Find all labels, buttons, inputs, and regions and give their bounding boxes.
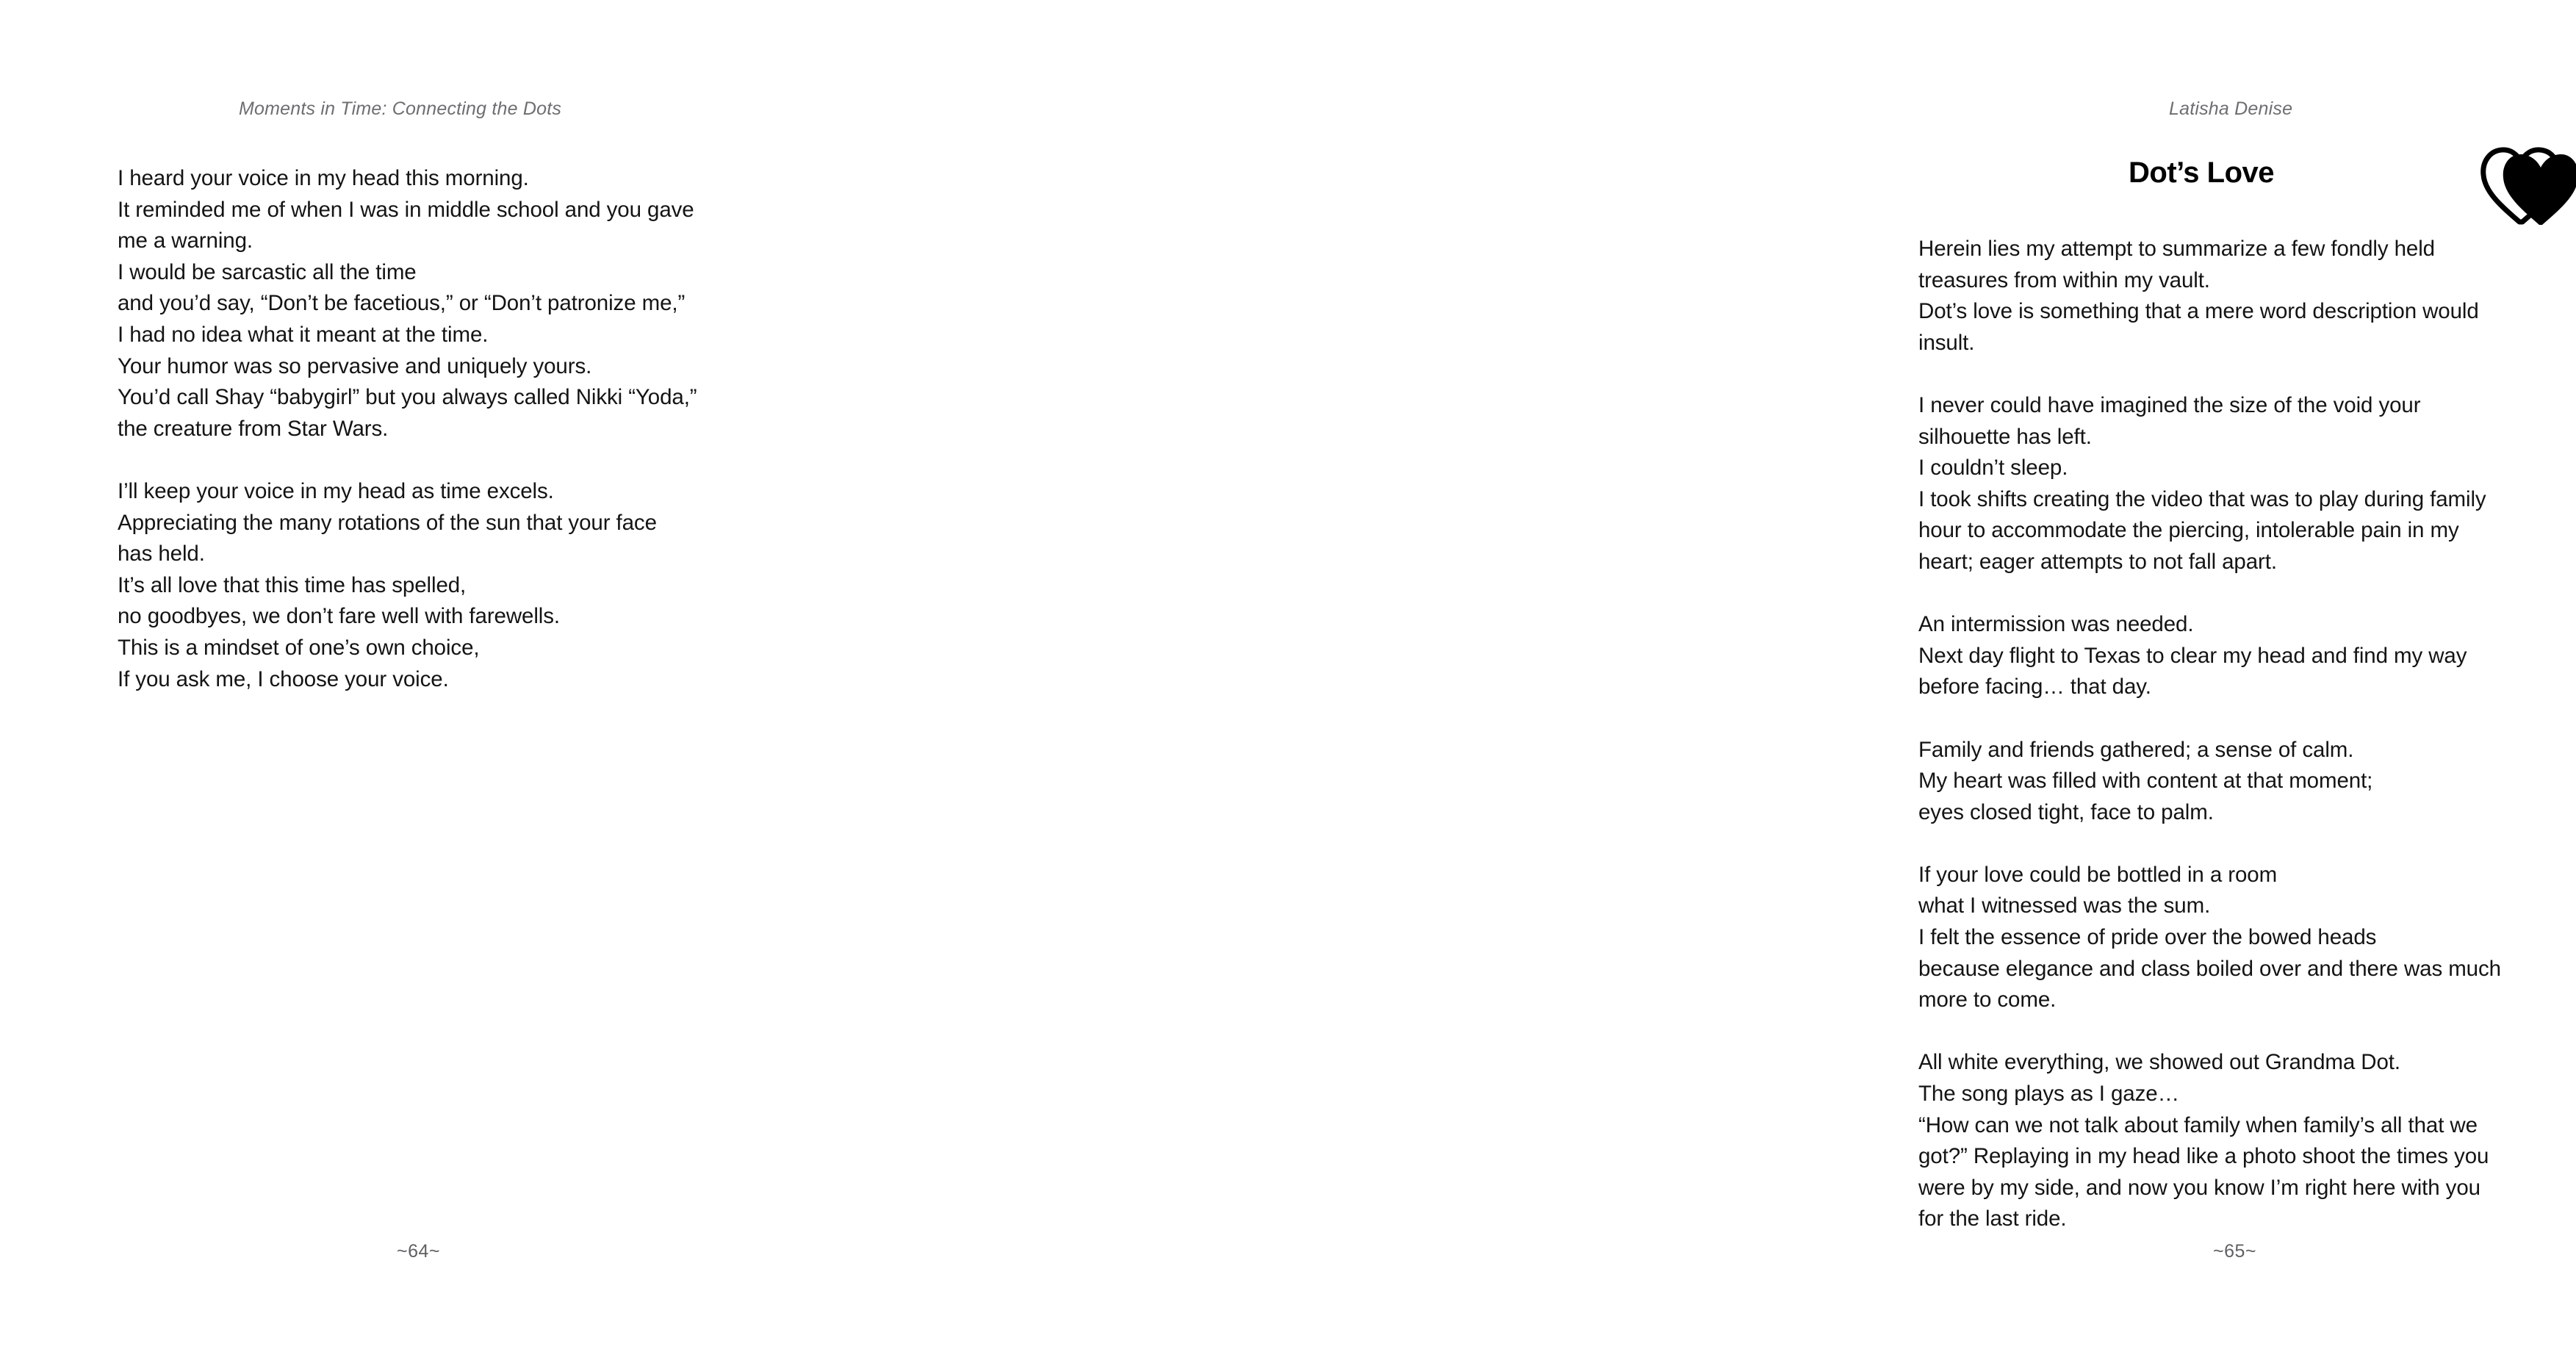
poem-line: for the last ride.: [1918, 1206, 2067, 1231]
poem-line: what I witnessed was the sum.: [1918, 893, 2211, 918]
poem-line: got?” Replaying in my head like a photo shoot the times you: [1918, 1144, 2489, 1169]
poem-line: has held.: [118, 542, 205, 567]
poem-line: Herein lies my attempt to summarize a few fondly held: [1918, 237, 2435, 261]
poem-line: If you ask me, I choose your voice.: [118, 666, 449, 691]
poem-line: treasures from within my vault.: [1918, 267, 2210, 292]
poem-line: You’d call Shay “babygirl” but you always called Nikki “Yoda,”: [118, 385, 697, 410]
double-heart-icon: [2480, 140, 2576, 228]
right-page: [882, 0, 2501, 1363]
poem-line: I couldn’t sleep.: [1918, 456, 2068, 481]
poem-line: I felt the essence of pride over the bowed heads: [1918, 925, 2377, 950]
poem-line: Appreciating the many rotations of the sun that your face: [118, 510, 657, 535]
poem-line: insult.: [1918, 330, 1975, 355]
poem-line: It’s all love that this time has spelled,: [118, 572, 467, 597]
poem-line: Next day flight to Texas to clear my head and find my way: [1918, 643, 2467, 668]
poem-line: Your humor was so pervasive and uniquely yours.: [118, 353, 592, 378]
poem-line: eyes closed tight, face to palm.: [1918, 799, 2214, 824]
poem-line: silhouette has left.: [1918, 424, 2092, 449]
poem-stanza: [118, 163, 764, 445]
poem-line: Dot’s love is something that a mere word description would: [1918, 299, 2479, 324]
poem-line: If your love could be bottled in a room: [1918, 862, 2278, 887]
poem-title: Dot’s Love: [2129, 157, 2274, 189]
poem-stanza: [1918, 609, 2565, 703]
poem-stanza: [1918, 390, 2565, 578]
poem-line: no goodbyes, we don’t fare well with farewells.: [118, 604, 561, 629]
poem-line: me a warning.: [118, 229, 253, 253]
poem-stanza: [118, 476, 764, 695]
poem-stanza: [1918, 234, 2565, 359]
poem-line: and you’d say, “Don’t be facetious,” or “Don’t patronize me,”: [118, 291, 686, 316]
poem-line: I never could have imagined the size of the void your: [1918, 392, 2421, 417]
poem-line: I took shifts creating the video that was to play during family: [1918, 486, 2486, 511]
poem-line: The song plays as I gaze…: [1918, 1082, 2179, 1107]
poem-line: were by my side, and now you know I’m right here with you: [1918, 1175, 2480, 1200]
page-number-right: ~65~: [2213, 1241, 2257, 1262]
poem-line: My heart was filled with content at that moment;: [1918, 769, 2373, 794]
poem-line: I heard your voice in my head this morning.: [118, 166, 529, 190]
poem-stanza: [1918, 860, 2565, 1016]
left-page: [0, 0, 882, 1363]
poem-line: I would be sarcastic all the time: [118, 259, 417, 284]
poem-line: before facing… that day.: [1918, 675, 2151, 700]
poem-line: more to come.: [1918, 988, 2057, 1013]
right-page-poem-body: [1918, 234, 2565, 1235]
poem-stanza: [1918, 735, 2565, 829]
page-number-left: ~64~: [397, 1241, 441, 1262]
poem-line: “How can we not talk about family when family’s all that we: [1918, 1112, 2478, 1137]
poem-line: All white everything, we showed out Grandma Dot.: [1918, 1050, 2400, 1075]
running-head-author-name: Latisha Denise: [2169, 98, 2293, 119]
poem-line: This is a mindset of one’s own choice,: [118, 635, 480, 660]
poem-line: It reminded me of when I was in middle school and you gave: [118, 197, 694, 222]
poem-line: hour to accommodate the piercing, intolerable pain in my: [1918, 518, 2459, 543]
left-page-poem-body: [118, 163, 764, 695]
poem-line: heart; eager attempts to not fall apart.: [1918, 549, 2277, 574]
poem-line: An intermission was needed.: [1918, 612, 2194, 637]
poem-line: the creature from Star Wars.: [118, 416, 389, 441]
poem-line: because elegance and class boiled over and there was much: [1918, 956, 2501, 981]
running-head-book-title: Moments in Time: Connecting the Dots: [239, 98, 562, 119]
poem-line: I’ll keep your voice in my head as time excels.: [118, 478, 554, 503]
poem-stanza: [1918, 1047, 2565, 1235]
poem-line: I had no idea what it meant at the time.: [118, 322, 489, 347]
poem-line: Family and friends gathered; a sense of calm.: [1918, 737, 2354, 762]
